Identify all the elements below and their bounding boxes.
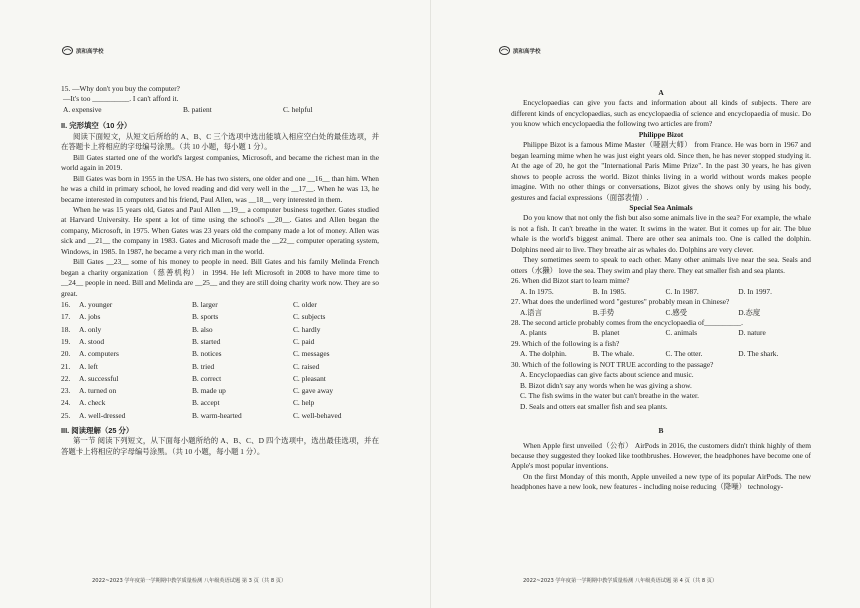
question-option: D.态度 <box>738 307 761 317</box>
passage-a-title-1: Philippe Bizot <box>638 129 684 139</box>
reading-questions <box>511 276 811 412</box>
school-emblem-icon <box>499 46 510 55</box>
cloze-paragraph-1: Bill Gates started one of the world's largest companies, Microsoft, and became the richest man in the world again in 2019. <box>61 152 379 173</box>
passage-b-para-1: When Apple first unveiled（公布） AirPods in 2016, the customers didn't think highly of them because they suggested they looked like toothbrushes. However, the headphones have become one of Apple's most popular inventions. <box>511 440 811 471</box>
question-option: B.手势 <box>592 307 615 317</box>
cloze-option-c: C. messages <box>293 349 330 359</box>
question-option: D. In 1997. <box>738 286 772 296</box>
cloze-option-b: B. notices <box>192 349 222 359</box>
question-options <box>511 349 811 359</box>
section2-instruction: 阅读下面短文，从短文后所给的 A、B、C 三个选项中选出能填入相应空白处的最佳选项，并在答题卡上将相应的字母编号涂黑。（共 10 小题，每小题 1 分）。 <box>61 131 379 152</box>
left-page-footer: 2022~2023 学年度第一学期期中教学质量检测 八年级英语试题 第 3 页（共 8 页） <box>92 578 287 584</box>
cloze-option-n: 18. <box>61 324 71 334</box>
cloze-paragraph-4: Bill Gates __23__ some of his money to people in need. Bill Gates and his family Melinda French began a charity organization（慈善机构） in 1994. He left Microsoft in 2008 to have more time to __24__ people in need. Bill and Melinda are __25__ and they are still doing charity work now. They are so great. <box>61 257 379 298</box>
question-stem: 27. What does the underlined word "gestures" probably mean in Chinese? <box>511 297 730 307</box>
question-option: D. The shark. <box>738 349 779 359</box>
cloze-option-n: 21. <box>61 361 71 371</box>
cloze-option-a: A. successful <box>79 373 119 383</box>
school-logo <box>62 46 104 55</box>
q15-option-a: A. expensive <box>63 104 102 114</box>
cloze-option-b: B. sports <box>192 312 219 322</box>
cloze-option-c: C. gave away <box>293 386 334 396</box>
question-options <box>511 328 811 338</box>
cloze-option-b: B. started <box>192 336 221 346</box>
cloze-option-b: B. also <box>192 324 213 334</box>
section3-title: III. 阅读理解（25 分） <box>61 426 134 436</box>
right-content <box>511 88 811 493</box>
cloze-option-row <box>61 410 379 422</box>
passage-a-para-2: Do you know that not only the fish but also some animals live in the sea? For example, the whale is not a fish. It can't breathe in the water. It swims in the water. But it comes up for air. The blue whale is the world's biggest animal. There are other sea animals too. One is called the dolphin. Dolphins need air to live. They breathe air as whales do. Dolphins are very clever. <box>511 213 811 254</box>
cloze-option-row <box>61 336 379 348</box>
cloze-option-a: A. younger <box>79 300 113 310</box>
cloze-option-n: 24. <box>61 398 71 408</box>
cloze-option-b: B. tried <box>192 361 215 371</box>
q15-stem: 15. —Why don't you buy the computer? <box>61 84 180 93</box>
question-option: B. planet <box>592 328 620 338</box>
question-option: A. The dolphin. <box>520 349 567 359</box>
school-logo <box>499 46 541 55</box>
question-option: C. The fish swims in the water but can't breathe in the water. <box>520 391 699 401</box>
cloze-option-b: B. warm-hearted <box>192 410 242 420</box>
cloze-option-c: C. help <box>293 398 315 408</box>
cloze-option-c: C. pleasant <box>293 373 326 383</box>
question-option: C. animals <box>665 328 698 338</box>
cloze-option-c: C. raised <box>293 361 320 371</box>
cloze-option-a: A. jobs <box>79 312 101 322</box>
passage-b-para-2: On the first Monday of this month, Apple unveiled a new type of its popular AirPods. The new headphones have a new look, new features - including noise reducing（降噪） technology- <box>511 471 811 492</box>
question-stem: 26. When did Bizot start to learn mime? <box>511 276 630 286</box>
cloze-option-n: 23. <box>61 386 71 396</box>
question-option: A. In 1975. <box>520 286 554 296</box>
cloze-option-n: 17. <box>61 312 71 322</box>
cloze-option-row <box>61 311 379 323</box>
question-option: C. In 1987. <box>665 286 699 296</box>
question-stem: 30. Which of the following is NOT TRUE according to the passage? <box>511 359 714 369</box>
cloze-option-a: A. stood <box>79 336 105 346</box>
school-emblem-icon <box>62 46 73 55</box>
question-option: A. plants <box>520 328 547 338</box>
passage-a-label: A <box>658 88 664 97</box>
cloze-option-row <box>61 373 379 385</box>
question-options <box>511 287 811 297</box>
question-option: B. In 1985. <box>592 286 627 296</box>
cloze-option-a: A. well-dressed <box>79 410 126 420</box>
school-logo-text: 滨和高学校 <box>76 48 104 55</box>
question-option: D. nature <box>738 328 766 338</box>
cloze-option-n: 20. <box>61 349 71 359</box>
cloze-option-row <box>61 385 379 397</box>
cloze-option-n: 25. <box>61 410 71 420</box>
cloze-option-row <box>61 324 379 336</box>
right-page-footer: 2022~2023 学年度第一学期期中教学质量检测 八年级英语试题 第 4 页（共 8 页） <box>523 578 718 584</box>
cloze-options <box>61 299 379 422</box>
q15-options <box>61 105 379 115</box>
cloze-option-c: C. subjects <box>293 312 326 322</box>
cloze-option-b: B. accept <box>192 398 220 408</box>
question-option: C. The otter. <box>665 349 703 359</box>
school-logo-text: 滨和高学校 <box>513 48 541 55</box>
question-option: B. The whale. <box>592 349 635 359</box>
cloze-option-row <box>61 299 379 311</box>
question-stem: 29. Which of the following is a fish? <box>511 338 620 348</box>
section3-instruction: 第一节 阅读下列短文，从下面每小题所给的 A、B、C、D 四个选项中，选出最佳选项，并在答题卡上将相应的字母编号涂黑。（共 10 小题，每小题 1 分）。 <box>61 436 379 456</box>
question-stem: 28. The second article probably comes from the encyclopaedia of__________. <box>511 317 743 327</box>
passage-a-para-1: Philippe Bizot is a famous Mime Master（哑剧大师） from France. He was born in 1967 and began learning mime when he was just eight years old. Since then, he has never stopped studying it. At the age of 20, he got the "International Paris Mime Prize". In the past 30 years, he has given shows to people across the world. Bizot thinks living in a world without words makes people imagine. With no other things or conversations, Bizot gives the shows only by using his body, gestures and facial expressions（面部表情）. <box>511 140 811 202</box>
question-option: A. Encyclopaedias can give facts about science and music. <box>520 370 694 380</box>
question-option: C.感受 <box>665 307 688 317</box>
cloze-option-row <box>61 348 379 360</box>
passage-a-title-2: Special Sea Animals <box>629 202 693 212</box>
cloze-option-c: C. older <box>293 300 317 310</box>
cloze-option-b: B. made up <box>192 386 226 396</box>
q15-reply: —It's too __________. I can't afford it. <box>63 94 179 104</box>
passage-a-intro: Encyclopaedias can give you facts and information about all kinds of subjects. There are different kinds of encyclopaedias, such as encyclopaedia of science and encyclopaedia of music. Do you know which encyclopaedia the following two articles are from? <box>511 98 811 129</box>
passage-b-label: B <box>658 426 664 436</box>
q15-option-c: C. helpful <box>283 104 313 114</box>
cloze-option-b: B. correct <box>192 373 222 383</box>
cloze-option-n: 22. <box>61 373 71 383</box>
question-option: B. Bizot didn't say any words when he was giving a show. <box>520 380 692 390</box>
cloze-option-a: A. left <box>79 361 98 371</box>
section2-title: II. 完形填空（10 分） <box>61 121 132 131</box>
cloze-option-row <box>61 397 379 409</box>
cloze-paragraph-2: Bill Gates was born in 1955 in the USA. He has two sisters, one older and one __16__ than him. When he was a child in primary school, he loved reading and did very well in the __17__. When he was 13, he became interested in computers and his friend, Paul Allen, was __18__ very interested in them. <box>61 173 379 204</box>
question-option: D. Seals and otters eat smaller fish and sea plants. <box>520 401 668 411</box>
cloze-paragraph-3: When he was 15 years old, Gates and Paul Allen __19__ a computer business together. Gates studied at Harvard University. He spent a lot of time using the school's __20__. Gates and Allen began the company, Microsoft, in 1975. When Gates was 23 years old the company made a lot of money. Allen was sick and __21__ the company in 1983. Gates and Microsoft made the __22__ computer operating system, Windows, in 1985. In 1987, he became a very rich man in the world. <box>61 204 379 256</box>
left-content <box>61 84 379 457</box>
question-option: A.语言 <box>520 307 542 317</box>
passage-a-para-3: They sometimes seem to speak to each other. Many other animals live near the sea. Seals and otters（水獭） love the sea. They swim and play there. They eat smaller fish and sea plants. <box>511 255 811 275</box>
cloze-option-a: A. only <box>79 324 102 334</box>
question-options <box>511 308 811 318</box>
cloze-option-a: A. check <box>79 398 106 408</box>
cloze-option-b: B. larger <box>192 300 218 310</box>
cloze-option-a: A. computers <box>79 349 119 359</box>
right-page <box>430 0 860 608</box>
cloze-option-n: 16. <box>61 300 71 310</box>
cloze-option-row <box>61 361 379 373</box>
cloze-option-c: C. hardly <box>293 324 321 334</box>
cloze-option-a: A. turned on <box>79 386 117 396</box>
cloze-option-n: 19. <box>61 336 71 346</box>
cloze-option-c: C. well-behaved <box>293 410 342 420</box>
cloze-option-c: C. paid <box>293 336 315 346</box>
q15-option-b: B. patient <box>183 104 212 114</box>
